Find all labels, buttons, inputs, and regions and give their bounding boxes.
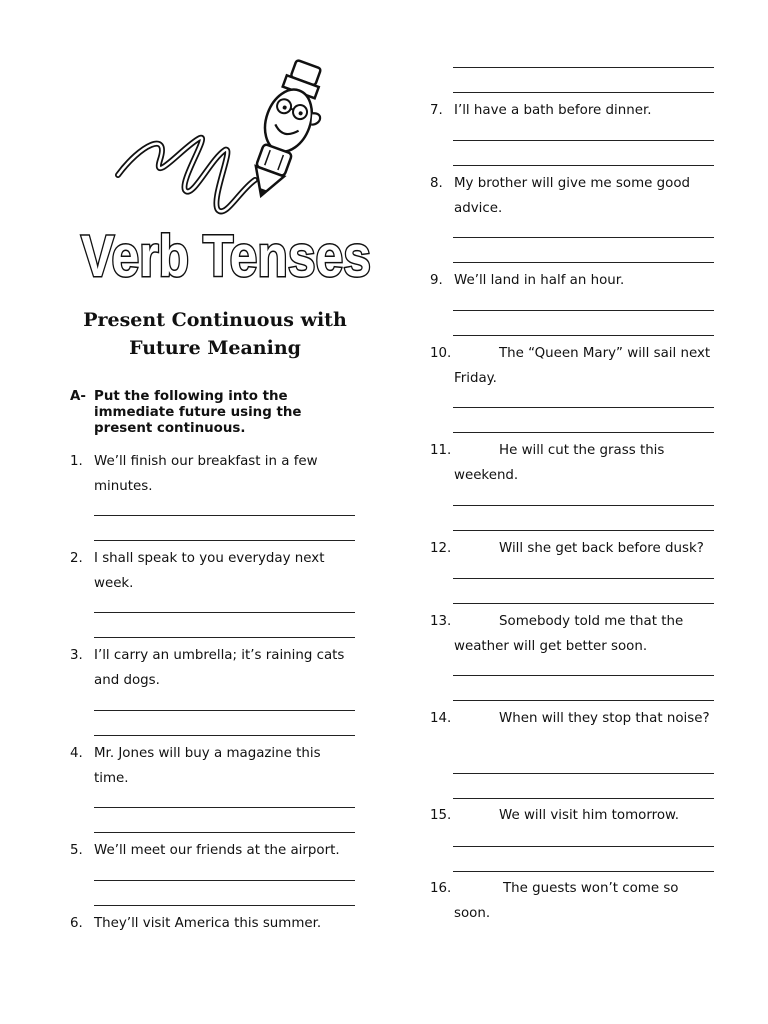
item-number: 1. <box>70 454 83 469</box>
exercise-item-1 <box>70 450 350 499</box>
answer-line[interactable] <box>94 710 355 711</box>
answer-line[interactable] <box>453 335 714 336</box>
item-number: 2. <box>70 551 83 566</box>
answer-line[interactable] <box>453 530 714 531</box>
worksheet-subtitle <box>70 306 360 362</box>
exercise-item-16 <box>430 877 715 926</box>
answer-line[interactable] <box>94 637 355 638</box>
answer-line[interactable] <box>453 237 714 238</box>
exercise-item-6 <box>70 912 360 937</box>
item-text: We’ll finish our breakfast in a few minutes. <box>94 454 318 494</box>
answer-line[interactable] <box>453 310 714 311</box>
item-number: 5. <box>70 843 83 858</box>
answer-line[interactable] <box>453 505 714 506</box>
item-text: He will cut the grass this weekend. <box>454 443 665 483</box>
answer-line[interactable] <box>453 432 714 433</box>
answer-line[interactable] <box>453 871 714 872</box>
answer-line[interactable] <box>453 67 714 68</box>
item-number: 10. <box>430 346 452 361</box>
item-text: We will visit him tomorrow. <box>499 808 680 823</box>
exercise-item-5 <box>70 839 360 864</box>
answer-line[interactable] <box>94 880 355 881</box>
answer-line[interactable] <box>453 262 714 263</box>
instruction-block <box>70 389 350 437</box>
answer-line[interactable] <box>453 846 714 847</box>
item-text: Will she get back before dusk? <box>499 541 704 556</box>
subtitle-line-2: Future Meaning <box>129 337 301 359</box>
answer-line[interactable] <box>453 407 714 408</box>
exercise-item-4 <box>70 742 350 791</box>
item-text: I’ll have a bath before dinner. <box>454 103 652 118</box>
answer-line[interactable] <box>94 515 355 516</box>
item-text: My brother will give me some good advice. <box>454 176 691 216</box>
answer-line[interactable] <box>453 92 714 93</box>
answer-line[interactable] <box>94 735 355 736</box>
answer-line[interactable] <box>94 540 355 541</box>
item-number: 13. <box>430 614 452 629</box>
answer-line[interactable] <box>94 905 355 906</box>
item-number: 6. <box>70 916 83 931</box>
item-number: 14. <box>430 711 452 726</box>
exercise-item-14 <box>430 707 715 732</box>
answer-line[interactable] <box>453 140 714 141</box>
item-number: 11. <box>430 443 452 458</box>
answer-line[interactable] <box>94 612 355 613</box>
title-text: Verb Tenses <box>81 224 371 289</box>
exercise-item-10 <box>430 342 715 391</box>
answer-line[interactable] <box>453 165 714 166</box>
exercise-item-13 <box>430 610 715 659</box>
item-number: 15. <box>430 808 452 823</box>
instruction-text: Put the following into the immediate future using the present continuous. <box>94 389 302 436</box>
answer-line[interactable] <box>453 700 714 701</box>
exercise-item-3 <box>70 644 350 693</box>
subtitle-line-1: Present Continuous with <box>83 309 347 331</box>
answer-line[interactable] <box>94 832 355 833</box>
item-number: 12. <box>430 541 452 556</box>
item-text: The guests won’t come so soon. <box>454 881 679 921</box>
pencil-character-illustration <box>100 50 340 225</box>
item-number: 3. <box>70 648 83 663</box>
worksheet-title <box>76 222 376 288</box>
item-text: I shall speak to you everyday next week. <box>94 551 325 591</box>
answer-line[interactable] <box>94 807 355 808</box>
item-text: We’ll meet our friends at the airport. <box>94 843 340 858</box>
pencil-icon <box>100 50 340 225</box>
item-text: They’ll visit America this summer. <box>94 916 322 931</box>
item-text: The “Queen Mary” will sail next Friday. <box>454 346 711 386</box>
answer-line[interactable] <box>453 603 714 604</box>
exercise-item-12 <box>430 537 720 562</box>
answer-line[interactable] <box>453 675 714 676</box>
exercise-item-8 <box>430 172 715 221</box>
exercise-item-2 <box>70 547 350 596</box>
exercise-item-9 <box>430 269 715 294</box>
exercise-item-11 <box>430 439 715 488</box>
item-text: I’ll carry an umbrella; it’s raining cats and dogs. <box>94 648 345 688</box>
exercise-item-15 <box>430 804 715 829</box>
item-number: 16. <box>430 881 452 896</box>
item-text: Mr. Jones will buy a magazine this time. <box>94 746 321 786</box>
answer-line[interactable] <box>453 773 714 774</box>
item-number: 8. <box>430 176 443 191</box>
item-number: 4. <box>70 746 83 761</box>
answer-line[interactable] <box>453 798 714 799</box>
item-text: Somebody told me that the weather will get better soon. <box>454 614 684 654</box>
item-text: When will they stop that noise? <box>499 711 710 726</box>
item-text: We’ll land in half an hour. <box>454 273 625 288</box>
answer-line[interactable] <box>453 578 714 579</box>
item-number: 7. <box>430 103 443 118</box>
instruction-letter: A- <box>70 389 86 404</box>
item-number: 9. <box>430 273 443 288</box>
exercise-item-7 <box>430 99 720 124</box>
